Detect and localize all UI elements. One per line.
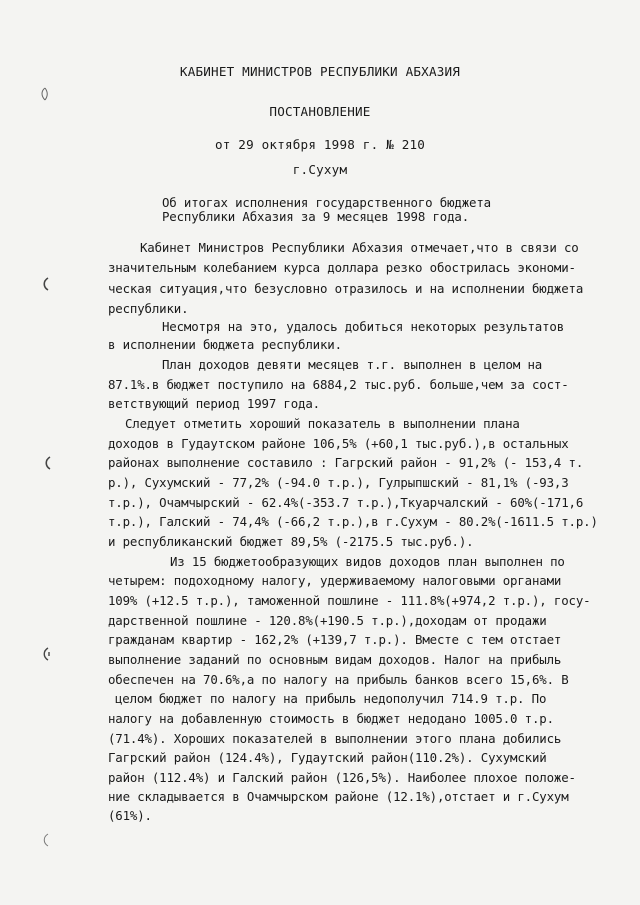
body-line: Из 15 бюджетообразующих видов доходов план выполнен по: [170, 554, 565, 569]
body-line: р.), Сухумский - 77,2% (-94.0 т.р.), Гулрыпшский - 81,1% (-93,3: [108, 475, 569, 490]
body-line: (61%).: [108, 808, 152, 823]
binding-hole-mark: [40, 646, 54, 662]
body-line: обеспечен на 70.6%,а по налогу на прибыль банков всего 15,6%. В: [108, 672, 569, 687]
body-line: План доходов девяти месяцев т.г. выполнен в целом на: [162, 357, 543, 372]
body-line: в исполнении бюджета республики.: [108, 337, 342, 352]
body-line: дарственной пошлине - 120.8%(+190.5 т.р.),доходам от продажи: [108, 613, 547, 628]
binding-hole-mark: [40, 832, 54, 848]
subject-line: Об итогах исполнения государственного бюджета: [162, 195, 491, 210]
body-line: ческая ситуация,что безусловно отразилось и на исполнении бюджета: [108, 281, 584, 296]
subject-line: Республики Абхазия за 9 месяцев 1998 года.: [162, 209, 470, 224]
document-type: ПОСТАНОВЛЕНИЕ: [269, 104, 371, 119]
body-line: гражданам квартир - 162,2% (+139,7 т.р.). Вместе с тем отстает: [108, 632, 562, 647]
body-line: район (112.4%) и Галский район (126,5%). Наиболее плохое положе-: [108, 770, 576, 785]
body-line: Гагрский район (124.4%), Гудаутский район(110.2%). Сухумский: [108, 750, 547, 765]
body-line: республики.: [108, 301, 189, 316]
place: г.Сухум: [292, 162, 348, 177]
body-line: 87.1%.в бюджет поступило на 6884,2 тыс.руб. больше,чем за сост-: [108, 377, 569, 392]
body-line: ние складывается в Очамчырском районе (12.1%),отстает и г.Сухум: [108, 789, 569, 804]
body-line: выполнение заданий по основным видам доходов. Налог на прибыль: [108, 652, 562, 667]
body-line: значительным колебанием курса доллара резко обострилась экономи-: [108, 260, 576, 275]
body-line: целом бюджет по налогу на прибыль недополучил 714.9 т.р. По: [115, 691, 547, 706]
body-line: районах выполнение составило : Гагрский район - 91,2% (- 153,4 т.: [108, 455, 584, 470]
body-line: Кабинет Министров Республики Абхазия отмечает,что в связи со: [140, 240, 579, 255]
body-line: доходов в Гудаутском районе 106,5% (+60,1 тыс.руб.),в остальных: [108, 436, 569, 451]
binding-hole-mark: [38, 86, 52, 102]
body-line: т.р.), Очамчырский - 62.4%(-353.7 т.р.),Ткуарчалский - 60%(-171,6: [108, 495, 584, 510]
organization-title: КАБИНЕТ МИНИСТРОВ РЕСПУБЛИКИ АБХАЗИЯ: [179, 64, 461, 79]
body-line: 109% (+12.5 т.р.), таможенной пошлине - 111.8%(+974,2 т.р.), госу-: [108, 593, 591, 608]
date-number: от 29 октября 1998 г. № 210: [214, 137, 426, 152]
body-line: (71.4%). Хороших показателей в выполнении этого плана добились: [108, 731, 562, 746]
body-line: Следует отметить хороший показатель в выполнении плана: [125, 416, 520, 431]
body-line: ветствующий период 1997 года.: [108, 396, 320, 411]
body-line: налогу на добавленную стоимость в бюджет недодано 1005.0 т.р.: [108, 711, 554, 726]
binding-hole-mark: [40, 276, 54, 292]
binding-hole-mark: [42, 455, 56, 471]
body-line: Несмотря на это, удалось добиться некоторых результатов: [162, 319, 565, 334]
body-line: четырем: подоходному налогу, удерживаемому налоговыми органами: [108, 573, 562, 588]
body-line: и республиканский бюджет 89,5% (-2175.5 тыс.руб.).: [108, 534, 474, 549]
body-line: т.р.), Галский - 74,4% (-66,2 т.р.),в г.Сухум - 80.2%(-1611.5 т.р.): [108, 514, 598, 529]
